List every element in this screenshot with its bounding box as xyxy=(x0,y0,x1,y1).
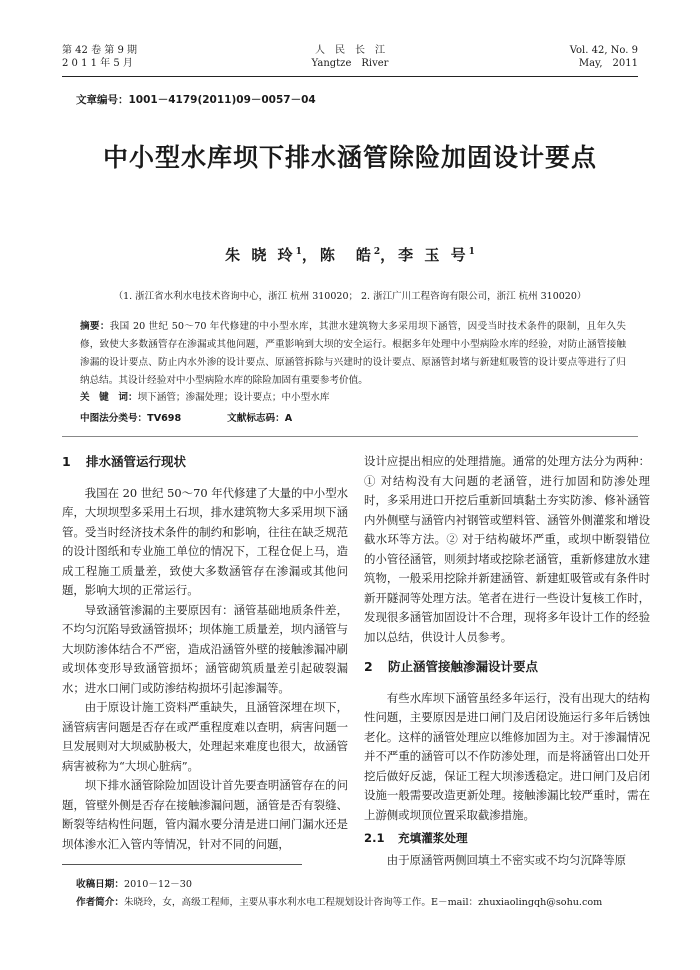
author-affil-mark: 1 xyxy=(295,247,302,257)
abstract xyxy=(80,318,626,390)
author-name: 李 玉 号 xyxy=(398,246,469,264)
section-title: 防止涵管接触渗漏设计要点 xyxy=(388,659,539,674)
doc-code-label: 文献标志码： xyxy=(227,413,285,424)
body-paragraph: 设计应提出相应的处理措施。通常的处理方法分为两种：① 对结构没有大问题的老涵管，进行加固和防渗处理时，多采用进口开挖后重新回填黏土夯实防渗、修补涵管内外侧壁与涵管内衬钢管或塑料管、涵管外侧灌浆和增设截水环等方法。② 对于结构破坏严重，或坝中断裂错位的小管径涵管，则须封堵或挖除老涵管，重新修建放水建筑物，一般采用挖除并新建涵管、新建虹吸管或有条件时新开隧洞等处理方法。笔者在进行一些设计复核工作时，发现很多涵管加固设计不合理，现将多年设计工作的经验加以总结，供设计人员参考。 xyxy=(364,454,650,644)
keywords-text: 坝下涵管；渗漏处理；设计要点；中小型水库 xyxy=(137,392,330,403)
body-paragraph: 导致涵管渗漏的主要原因有：涵管基础地质条件差，不均匀沉陷导致涵管损坏；坝体施工质量差，坝内涵管与大坝防渗体结合不严密，造成沿涵管外壁的接触渗漏冲刷或坝体变形导致涵管损坏；涵管砌筑质量差引起破裂漏水；进水口闸门或防渗结构损坏引起渗漏等。 xyxy=(62,602,348,695)
section-number: 1 xyxy=(62,454,71,469)
header-volume: 第 42 卷 第 9 期 xyxy=(62,45,137,56)
author-name: 朱 晓 玲 xyxy=(225,246,296,264)
running-header xyxy=(62,44,638,78)
subsection-number: 2.1 xyxy=(364,831,385,845)
abstract-label: 摘要： xyxy=(80,321,110,332)
abstract-divider xyxy=(62,436,638,437)
journal-name-en: Yangtze River xyxy=(311,58,389,69)
body-paragraph: 坝下排水涵管除险加固设计首先要查明涵管存在的问题，管壁外侧是否存在接触渗漏问题，涵管是否有裂缝、断裂等结构性问题，管内漏水要分清是进口闸门漏水还是坝体渗水汇入管内等情况，针对不同的问题， xyxy=(62,778,348,851)
header-divider xyxy=(62,76,638,77)
header-volume-en: Vol. 42, No. 9 xyxy=(569,45,638,56)
bio-label: 作者简介： xyxy=(76,897,124,908)
section-title: 排水涵管运行现状 xyxy=(86,454,187,469)
abstract-text: 我国 20 世纪 50～70 年代修建的中小型水库，其泄水建筑物大多采用坝下涵管，因受当时技术条件的限制，且年久失修，致使大多数涵管存在渗漏或其他问题，严重影响到大坝的安全运行。根据多年处理中小型病险水库的经验，对防止涵管接触渗漏的设计要点、防止内水外渗的设计要点、原涵管拆除与兴建时的设计要点、原涵管封堵与新建虹吸管的设计要点等进行了归纳总结。其设计经验对中小型病险水库的除险加固有重要参考价值。 xyxy=(80,321,627,386)
section-number: 2 xyxy=(364,659,373,674)
body-column-right xyxy=(364,452,650,870)
header-vol-en xyxy=(570,44,638,70)
author-list xyxy=(0,244,700,265)
body-paragraph: 由于原设计施工资料严重缺失，且涵管深埋在坝下，涵管病害问题是否存在或严重程度难以查明，病害问题一旦发展则对大坝威胁极大，处理起来难度也很大，故涵管病害被称为“大坝心脏病”。 xyxy=(62,700,348,773)
clc-value: TV698 xyxy=(147,413,182,424)
received-label: 收稿日期： xyxy=(76,879,124,890)
header-date-en: May, 2011 xyxy=(578,58,638,69)
clc-label: 中图法分类号： xyxy=(80,413,148,424)
footnote-divider xyxy=(62,864,302,865)
received-date xyxy=(76,876,656,890)
keywords-label: 关 键 词： xyxy=(80,392,138,403)
author-separator: ， xyxy=(380,246,399,264)
body-paragraph: 由于原涵管两侧回填土不密实或不均匀沉降等原 xyxy=(386,852,627,867)
author-name: 陈 皓 xyxy=(319,246,374,264)
author-affil-mark: 1 xyxy=(468,247,475,257)
header-date: 2 0 1 1 年 5 月 xyxy=(62,58,133,69)
journal-name-cn: 人 民 长 江 xyxy=(315,45,385,56)
body-column-left xyxy=(62,452,348,854)
author-separator: ， xyxy=(301,246,320,264)
subsection-title: 充填灌浆处理 xyxy=(398,831,468,845)
header-journal-name xyxy=(62,44,638,70)
section-heading xyxy=(364,657,650,677)
bio-value: 朱晓玲，女，高级工程师，主要从事水利水电工程规划设计咨询等工作。E－mail：zhuxiaolingqh@sohu.com xyxy=(123,897,603,908)
affiliations: （1. 浙江省水利水电技术咨询中心，浙江 杭州 310020； 2. 浙江广川工程咨询有限公司，浙江 杭州 310020） xyxy=(113,291,587,302)
classification xyxy=(80,410,292,424)
received-value: 2010－12－30 xyxy=(123,879,192,890)
paper-title: 中小型水库坝下排水涵管除险加固设计要点 xyxy=(102,143,597,172)
author-affil-mark: 2 xyxy=(373,247,381,257)
subsection-heading xyxy=(364,829,650,849)
article-number: 文章编号：1001－4179(2011)09－0057－04 xyxy=(76,94,316,106)
body-paragraph: 我国在 20 世纪 50～70 年代修建了大量的中小型水库，大坝坝型多采用土石坝，排水建筑物大多采用坝下涵管。受当时经济技术条件的制约和影响，往往在缺乏规范的设计图纸和专业施工单位的情况下，工程仓促上马，造成工程施工质量差，致使大多数涵管存在渗漏或其他问题，影响大坝的正常运行。 xyxy=(62,485,348,597)
section-heading xyxy=(62,452,348,472)
body-paragraph: 有些水库坝下涵管虽经多年运行，没有出现大的结构性问题，主要原因是进口闸门及启闭设施运行多年后锈蚀老化。这样的涵管处理应以维修加固为主。对于渗漏情况并不严重的涵管可以不作防渗处理，而是将涵管出口处开挖后做好反滤，保证工程大坝渗透稳定。进口闸门及启闭设施一般需要改造更新处理。接触渗漏比较严重时，需在上游侧或坝顶位置采取截渗措施。 xyxy=(364,690,650,822)
author-bio xyxy=(76,894,656,908)
keywords xyxy=(80,390,626,406)
doc-code-value: A xyxy=(284,413,293,424)
